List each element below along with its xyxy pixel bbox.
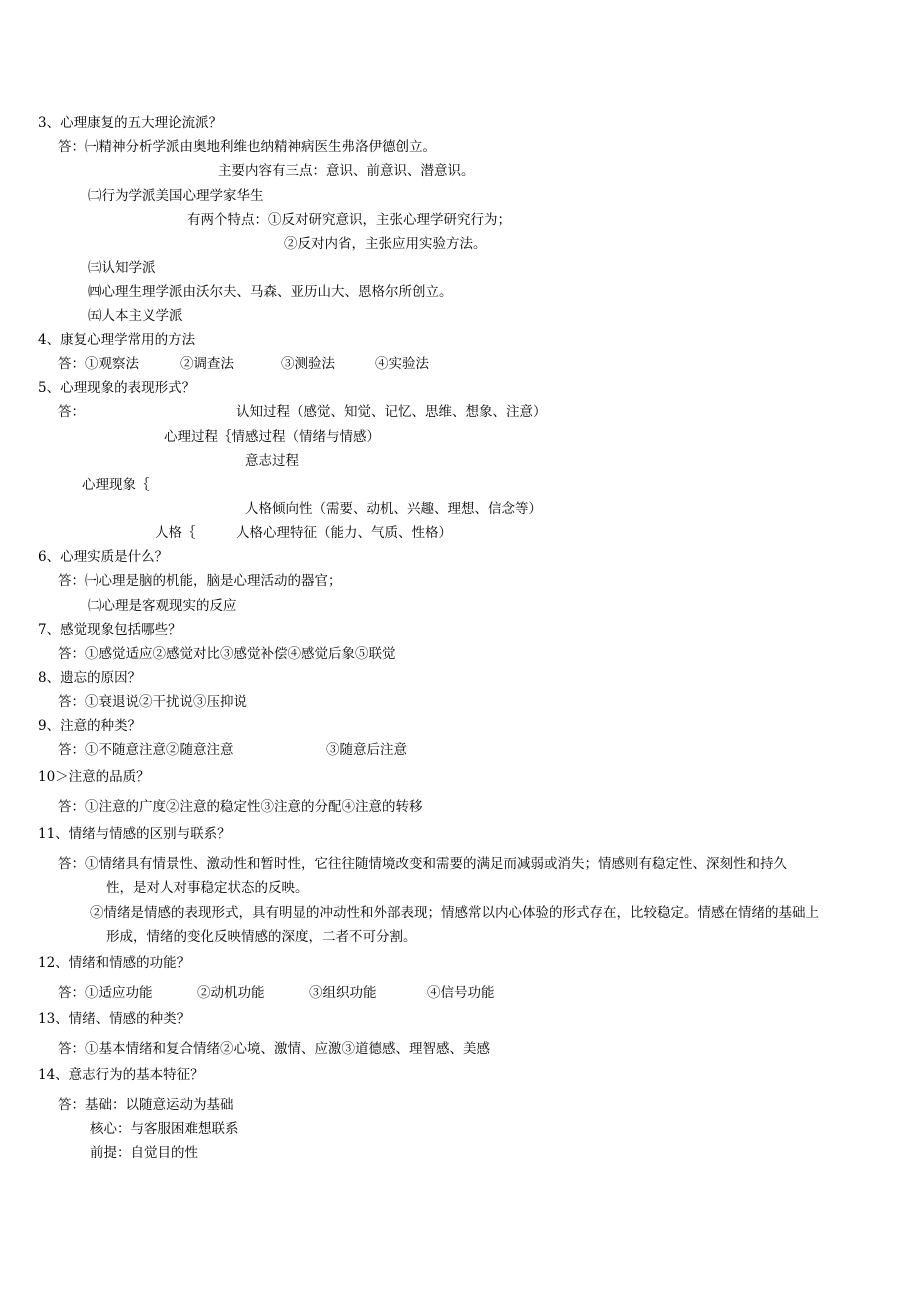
answer-line: 答：①基本情绪和复合情绪②心境、激情、应激③道德感、理智感、美感 [58, 1041, 490, 1057]
answer-line: ②情绪是情感的表现形式，具有明显的冲动性和外部表现；情感常以内心体验的形式存在，比较稳定。情感在情绪的基础上 [90, 905, 819, 921]
answer-line: 人格｛ [155, 525, 196, 541]
answer-line: 心理现象｛ [82, 477, 150, 493]
question-14: 14、意志行为的基本特征？ [38, 1067, 204, 1083]
question-7: 7、感觉现象包括哪些？ [38, 622, 182, 638]
answer-line: 前提：自觉目的性 [90, 1145, 198, 1161]
question-8: 8、遗忘的原因？ [38, 670, 142, 686]
answer-line: ㈣心理生理学派由沃尔夫、马森、亚历山大、恩格尔所创立。 [88, 284, 453, 300]
answer-line: ④实验法 [375, 356, 429, 372]
answer-line: 意志过程 [245, 453, 299, 469]
question-13: 13、情绪、情感的种类？ [38, 1011, 191, 1027]
question-9: 9、注意的种类？ [38, 718, 142, 734]
answer-line: ③测验法 [281, 356, 335, 372]
answer-line: 答：①情绪具有情景性、激动性和暂时性，它往往随情境改变和需要的满足而减弱或消失；情感则有稳定性、深刻性和持久 [58, 856, 787, 872]
answer-line: 心理过程｛情感过程（情绪与情感） [164, 429, 380, 445]
answer-line: 答：①观察法 [58, 356, 139, 372]
answer-line: 核心：与客服困难想联系 [90, 1121, 239, 1137]
question-5: 5、心理现象的表现形式？ [38, 380, 196, 396]
answer-line: 答：㈠心理是脑的机能，脑是心理活动的器官； [58, 573, 342, 589]
answer-line: 答：①衰退说②干扰说③压抑说 [58, 694, 247, 710]
answer-line: 形成，情绪的变化反映情感的深度，二者不可分割。 [106, 929, 417, 945]
answer-line: ③随意后注意 [326, 742, 407, 758]
answer-line: 答：①适应功能 [58, 985, 153, 1001]
question-3: 3、心理康复的五大理论流派？ [38, 115, 223, 131]
answer-line: ②反对内省，主张应用实验方法。 [284, 236, 487, 252]
answer-line: 认知过程（感觉、知觉、记忆、思维、想象、注意） [236, 404, 547, 420]
answer-line: ㈤人本主义学派 [88, 308, 183, 324]
answer-line: 性，是对人对事稳定状态的反映。 [106, 880, 309, 896]
question-10: 10＞注意的品质？ [38, 769, 150, 785]
answer-line: ㈢认知学派 [88, 260, 156, 276]
question-4: 4、康复心理学常用的方法 [38, 332, 196, 348]
answer-line: 答：①注意的广度②注意的稳定性③注意的分配④注意的转移 [58, 799, 423, 815]
answer-line: 人格倾向性（需要、动机、兴趣、理想、信念等） [245, 501, 542, 517]
answer-line: 答：①不随意注意②随意注意 [58, 742, 234, 758]
answer-line: 答： [58, 404, 85, 420]
question-12: 12、情绪和情感的功能？ [38, 955, 191, 971]
question-11: 11、情绪与情感的区别与联系？ [38, 826, 231, 842]
answer-line: 答：①感觉适应②感觉对比③感觉补偿④感觉后象⑤联觉 [58, 646, 396, 662]
answer-line: ④信号功能 [427, 985, 495, 1001]
answer-line: ②动机功能 [197, 985, 265, 1001]
answer-line: 答：基础：以随意运动为基础 [58, 1097, 234, 1113]
answer-line: ②调查法 [180, 356, 234, 372]
answer-line: 有两个特点：①反对研究意识，主张心理学研究行为； [187, 212, 511, 228]
question-6: 6、心理实质是什么？ [38, 549, 169, 565]
answer-line: 答：㈠精神分析学派由奥地利维也纳精神病医生弗洛伊德创立。 [58, 139, 436, 155]
answer-line: 人格心理特征（能力、气质、性格） [236, 525, 452, 541]
answer-line: ㈡心理是客观现实的反应 [88, 598, 237, 614]
answer-line: ③组织功能 [309, 985, 377, 1001]
answer-line: ㈡行为学派美国心理学家华生 [88, 188, 264, 204]
answer-line: 主要内容有三点：意识、前意识、潜意识。 [218, 163, 475, 179]
